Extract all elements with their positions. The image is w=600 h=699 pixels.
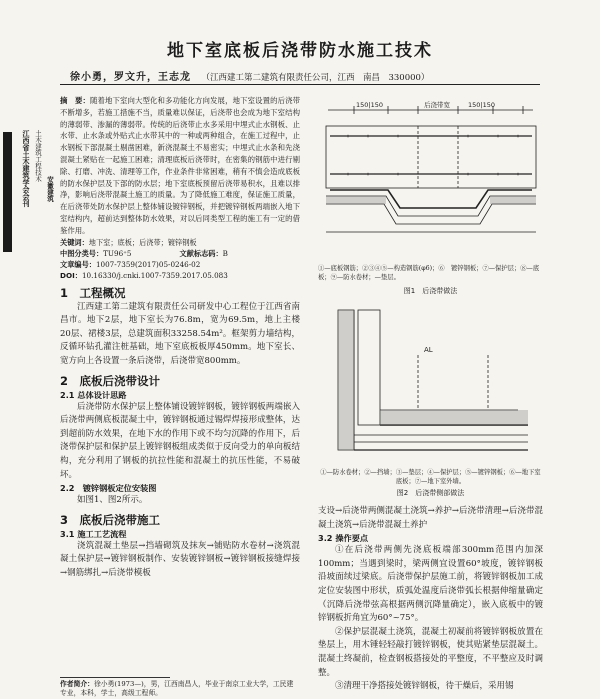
section-3-2-heading: 3.2 操作要点 [318,533,369,544]
fig2-exterior-wall [358,310,380,425]
spine-bar [3,132,12,252]
doi-line [60,270,300,281]
figure-2-caption: ①—防水卷材；②—挡墙；③—垫层；④—保护层；⑤—镀锌钢板；⑥—地下室底板；⑦—地下室外墙。 [320,469,541,485]
figure-1-title: 图1 后浇带做法 [403,287,458,295]
section-2-2-body: 如图1、图2所示。 [77,495,148,506]
header-rule [60,84,540,85]
spine-line2: 土木建筑工程技术 [34,130,42,182]
doccode-label: 文献标志码： [179,248,223,258]
section-2-1-heading: 2.1 总体设计思路 [60,389,127,400]
fig2-label-al: AL [424,346,433,354]
footnote-rule [60,677,170,678]
section-3-2-step3: ③清理干净搭接处镀锌钢板，待干燥后，采用锡 [335,681,514,692]
keywords-label: 关键词： [60,237,89,247]
clc: TU96⁺5 [103,248,132,258]
section-3-1-heading: 3.1 施工工艺流程 [60,528,127,539]
figure-1-drawing [318,96,543,282]
doccode: B [222,248,228,258]
keywords: 地下室；底板；后浇带；镀锌钢板 [88,237,197,247]
paper-title: 地下室底板后浇带防水施工技术 [167,41,433,61]
articleno: 1007-7359(2017)05-0246-02 [95,259,201,269]
figure-1-caption: ①—底板钢筋；②③④⑤—构造钢筋(φ6)；⑥ 镀锌钢板；⑦—保护层；⑧—底板；⑨—防水卷材；—垫层。 [318,265,540,281]
section-2-2-heading: 2.2 镀锌钢板定位安装图 [60,483,157,494]
fig1-label-top: 后浇带宽 [424,101,450,109]
right-body-continued: 支设→后浇带两侧混凝土浇筑→养护→后浇带清理→后浇带混凝土浇筑→后浇带混凝土养护 [318,506,543,530]
spine-journal [14,130,30,207]
spine-line3: 安徽建筑 [46,176,54,202]
abstract-text: 随着地下室向大型化和多功能化方向发展，地下室设置的后浇带不断增多，若施工措施不当，质量难以保证，后浇带也会成为地下室结构的薄弱带、渗漏的薄弱带。传统的后浇带止水多采用中埋式止水钢板、止水带、止水条或外贴式止水带其中的一种或两种组合，在施工过程中，止水钢板下部混凝土剔凿困难，新浇混凝土不易密实；中埋式止水条和先浇混凝土紧贴在一起施工困难；清理底板后浇带时，在密集的钢筋中进行剔除、打磨、冲洗、清理等工作，作业条件非常困难，稍有不慎会造成底板的防水保护层及下部的防水层；地下室底板预留后浇带易积水，且难以排净，影响后浇带混凝土施工的质量。为了降低施工难度，保证施工质量，在后浇带处防水保护层上整体铺设镀锌钢板，并把镀锌钢板两端嵌入地下室结构内，超前达到整体防水效果，对以后同类型工程的施工有一定的借鉴作用。 [60,96,300,235]
spine-column [30,130,42,182]
abstract [60,95,300,237]
clc-label: 中图分类号： [60,248,104,258]
articleno-line [60,259,300,270]
fig1-slab [326,126,536,188]
figure-2-title: 图2 后浇带侧部做法 [396,489,465,497]
section-3-heading: 3 底板后浇带施工 [60,512,161,527]
keywords-line [60,237,300,248]
section-2-heading: 2 底板后浇带设计 [60,373,161,388]
meta-block [60,237,300,281]
section-3-2-step1: ①在后浇带两侧先浇底板端部300mm范围内加深100mm；当遇到梁时，梁两侧宜设置60°坡度，镀锌钢板沿坡面续过梁底。后浇带保护层施工前，将镀锌钢板加工成定位安装图中形状，质弧处温度后浇带弧长根据伸缩量确定（沉降后浇带弦高根据两侧沉降量确定），嵌入底板中的镀锌钢板折角宜为60°~75°。 [318,545,543,624]
doi-label: DOI： [60,270,82,280]
clc-line [60,248,300,259]
fig1-dim-b: 150|150 [468,101,496,109]
abstract-label: 摘 要： [60,96,91,105]
authors: 徐小勇，罗文升，王志龙 [70,72,191,83]
doi: 10.16330/j.cnki.1007-7359.2017.05.083 [81,270,228,280]
section-2-1-body: 后浇带防水保护层上整体铺设镀锌钢板，镀锌钢板两端嵌入后浇带两侧底板混凝土中，镀锌钢板通过锡焊焊接形成整体，达到超前防水效果，在地下水的作用下或不均匀沉降的作用下，后浇带保护层和保护层上镀锌钢板组成类似于反向受力的单向板结构，充分利用了钢板的抗拉性能和混凝土的抗压性能，不易破坏。 [60,401,300,480]
footnote-label: 作者简介： [60,680,94,688]
affiliation: （江西建工第二建筑有限责任公司，江西 南昌 330000） [201,73,430,83]
section-1-heading: 1 工程概况 [60,285,126,300]
spine-line1: 江西省土木建筑学会会刊 [22,130,30,207]
fig1-dim-a: 150|150 [356,101,384,109]
author-line [70,68,429,83]
section-3-2-step2: ②保护层混凝土浇筑，混凝土初凝前将镀锌钢板放置在垫层上，用木锤轻轻敲打镀锌钢板，使其贴紧垫层混凝土。混凝土终凝前，检查钢板搭接处的平整度，不平整应及时调整。 [318,626,543,678]
footnote-text: 徐小勇(1973—)，男，江西南昌人，毕业于南京工业大学，工民建专业，本科，学士，高级工程师。 [60,680,294,697]
footnote [60,680,300,698]
figure-2-drawing [318,300,543,470]
articleno-label: 文章编号： [60,259,96,269]
section-1-body: 江西建工第二建筑有限责任公司研发中心工程位于江西省南昌市。地下2层，地下室长为76.8m，宽为69.5m，地上主楼20层、裙楼3层，总建筑面积33258.54m²。框架剪力墙结构，反循环钻孔灌注桩基础，地下室底板板厚450mm。地下室长、宽方向上各设置一条后浇带，后浇带宽800mm。 [60,301,300,366]
right-column-text [318,505,543,694]
left-column [60,95,300,580]
section-3-1-body: 浇筑混凝土垫层→挡墙砌筑及抹灰→铺贴防水卷材→浇筑混凝土保护层→镀锌钢板制作、安装镀锌钢板→镀锌钢板接缝焊接→钢筋绑扎→后浇带模板 [60,540,300,578]
